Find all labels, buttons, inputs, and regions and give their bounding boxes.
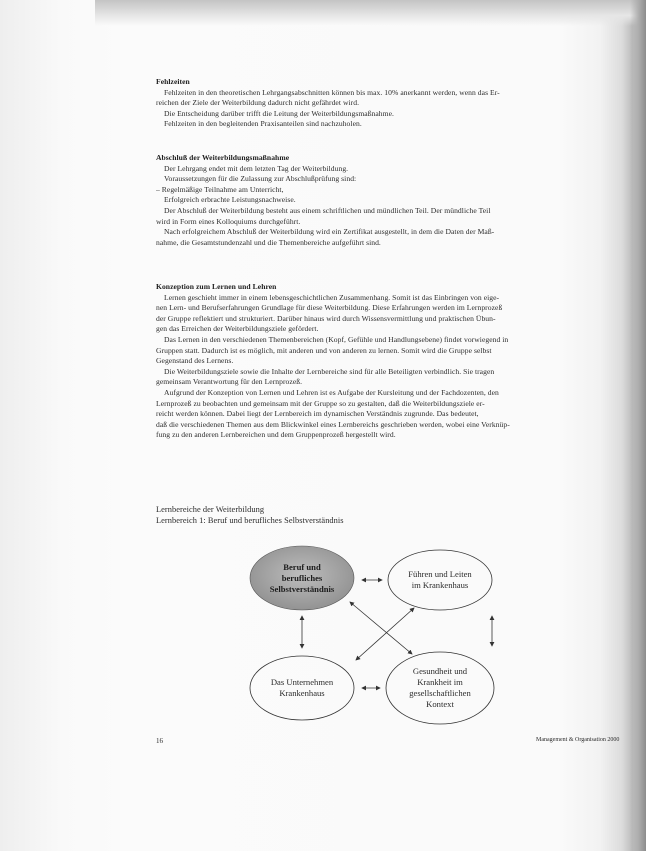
- text-line: Lernen geschieht immer in einem lebensgeschichtlichen Zusammenhang. Somit ist das Einbringen von eige-: [164, 292, 500, 302]
- node-line: Gesundheit und: [412, 666, 468, 676]
- section-title: Abschluß der Weiterbildungsmaßnahme: [156, 153, 290, 162]
- text-line: Nach erfolgreichem Abschluß der Weiterbildung wird ein Zertifikat ausgestellt, in dem die Daten der Maß-: [164, 227, 495, 237]
- node-line: Das Unternehmen: [270, 677, 334, 687]
- arrow-diagonal-1: [350, 602, 412, 654]
- footer-right-text: Management & Organisation 2000: [536, 737, 620, 743]
- section-fehlzeiten: [156, 77, 640, 130]
- text-line: Aufgrund der Konzeption von Lernen und Lehren ist es Aufgabe der Kursleitung und der Fachdozenten, den: [164, 387, 499, 397]
- lernbereich-1-heading: Lernbereich 1: Beruf und berufliches Selbstverständnis: [156, 515, 344, 525]
- node-beruf: [250, 554, 354, 602]
- text-line: gemeinsam Verantwortung für den Lernprozeß.: [156, 377, 303, 387]
- text-line: Der Lehrgang endet mit dem letzten Tag der Weiterbildung.: [164, 163, 349, 173]
- text-line: – Regelmäßige Teilnahme am Unterricht,: [156, 184, 284, 194]
- node-line: im Krankenhaus: [411, 580, 469, 590]
- text-line: Voraussetzungen für die Zulassung zur Abschlußprüfung sind:: [164, 174, 357, 184]
- text-line: Fehlzeiten in den begleitenden Praxisanteilen sind nachzuholen.: [164, 119, 362, 129]
- node-line: Führen und Leiten: [408, 569, 472, 579]
- text-line: Gruppen statt. Dadurch ist es möglich, mit anderen und von anderen zu lernen. Somit wird die Gruppe selbst: [156, 345, 492, 355]
- text-line: Fehlzeiten in den theoretischen Lehrgangsabschnitten können bis max. 10% anerkannt werden, wenn das Er-: [164, 87, 500, 97]
- lernbereiche-block: [156, 505, 640, 526]
- node-unternehmen: [250, 668, 354, 708]
- node-line: Beruf und: [283, 561, 321, 572]
- lernbereiche-heading: Lernbereiche der Weiterbildung: [156, 505, 265, 514]
- text-line: Der Abschluß der Weiterbildung besteht aus einem schriftlichen und mündlichen Teil. Der mündliche Teil: [164, 205, 491, 215]
- text-line: Erfolgreich erbrachte Leistungsnachweise.: [164, 195, 296, 205]
- text-line: Die Weiterbildungsziele sowie die Inhalte der Lernbereiche sind für alle Beteiligten verbindlich. Sie tragen: [164, 366, 495, 376]
- text-line: Die Entscheidung darüber trifft die Leitung der Weiterbildungsmaßnahme.: [164, 108, 394, 118]
- page-top-shadow: [95, 0, 646, 26]
- text-line: nen Lern- und Berufserfahrungen Grundlage für diese Weiterbildung. Diese Erfahrungen werden im Lernprozeß: [156, 303, 503, 313]
- page-number: 16: [156, 737, 163, 745]
- node-line: gesellschaftlichen: [409, 688, 471, 698]
- node-line: Selbstverständnis: [269, 583, 335, 594]
- text-line: Lernprozeß zu beobachten und gemeinsam mit der Gruppe so zu gestalten, daß die Weiterbildungsziele er-: [156, 398, 485, 408]
- text-line: reicht werden können. Dabei liegt der Lernbereich im dynamischen Verständnis zugrunde. Das bedeutet,: [156, 409, 479, 419]
- text-line: reichen der Ziele der Weiterbildung dadurch nicht gefährdet wird.: [156, 98, 360, 108]
- text-line: wird in Form eines Kolloquiums durchgeführt.: [156, 216, 301, 226]
- section-title: Fehlzeiten: [156, 77, 190, 86]
- text-line: nahme, die Gesamtstundenzahl und die Themenbereiche aufgeführt sind.: [156, 237, 381, 247]
- node-line: Krankheit im: [417, 677, 463, 687]
- section-konzeption: [156, 282, 640, 441]
- arrow-diagonal-2: [356, 608, 414, 660]
- text-line: fung zu den anderen Lernbereichen und dem Gruppenprozeß hergestellt wird.: [156, 430, 396, 440]
- text-line: Das Lernen in den verschiedenen Themenbereichen (Kopf, Gefühle und Handlungsebene) findet vorwiegend in: [164, 334, 509, 344]
- text-line: Gegenstand des Lernens.: [156, 356, 234, 366]
- text-line: gen das Erreichen der Weiterbildungsziele gefördert.: [156, 324, 319, 334]
- text-line: daß die verschiedenen Themen aus dem Blickwinkel eines Lernbereichs geschrieben werden, wobei eine Verknüp-: [156, 419, 510, 429]
- node-gesundheit: [386, 660, 494, 716]
- section-abschluss: [156, 153, 640, 248]
- lernbereich-diagram: [232, 540, 512, 730]
- node-line: Kontext: [426, 699, 454, 709]
- text-line: der Gruppe reflektiert und strukturiert. Darüber hinaus wird durch Wissensvermittlung und praktischen Übun-: [156, 313, 496, 323]
- section-title: Konzeption zum Lernen und Lehren: [156, 282, 277, 291]
- node-line: berufliches: [281, 572, 323, 583]
- node-fuehren: [388, 560, 492, 600]
- node-line: Krankenhaus: [279, 688, 325, 698]
